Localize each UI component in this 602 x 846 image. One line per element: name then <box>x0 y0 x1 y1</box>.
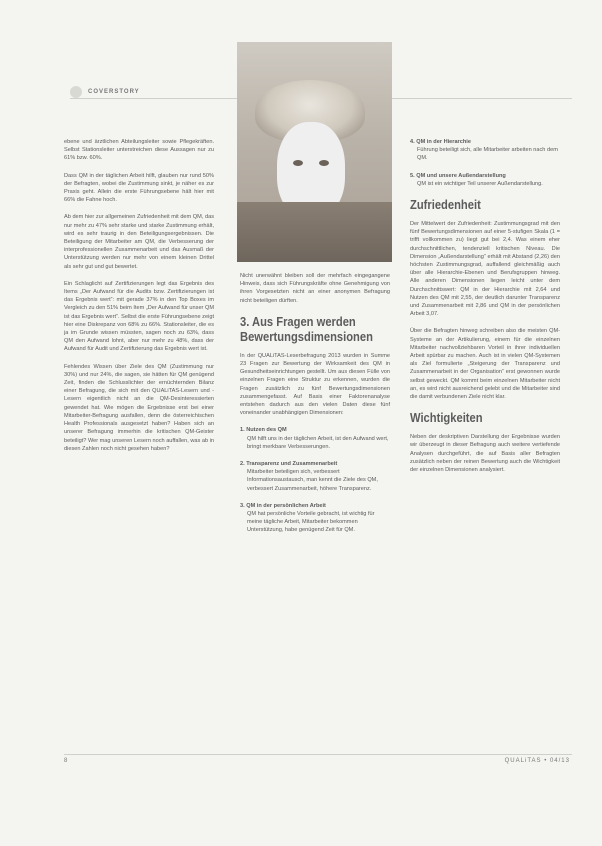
list-item <box>240 502 390 535</box>
list-item <box>240 460 390 493</box>
list-item-title: 5. QM und unsere Außendarstellung <box>410 172 506 179</box>
list-item-title: 3. QM in der persönlichen Arbeit <box>240 502 326 509</box>
paragraph: ebene und ärztlichen Abteilungsleiter sowie Pflegekräften. Selbst Stationsleiter unterstreichen diese Aussagen nur zu 61% bzw. 60%. <box>64 139 214 162</box>
paragraph: Ein Schlaglicht auf Zertifizierungen legt das Ergebnis des Items „Der Aufwand für die Audits bzw. Zertifizierungen ist das Ergebnis wert“: mit gerade 37% in den Top Boxes im Vergleich zu den 51% beim Item „Der Aufwand für unser QM ist das Ergebnis wert“. Selbst die erste Führungsebene zeigt hier eine Diskrepanz von 68% zu 66%. Stationsleiter, die es ja im Grunde wissen müssten, sagen noch zu 63%, dass QM den Aufwand lohnt, aber nur mehr zu 48%, dass der Aufwand für Audit und Zertifizierung das Ergebnis wert ist. <box>64 280 214 353</box>
page-number: 8 <box>64 758 68 764</box>
cover-photo <box>237 42 392 262</box>
publication-brand: QUALiTAS • 04/13 <box>504 758 570 764</box>
list-item-body: QM hat persönliche Vorteile gebracht, ist wichtig für meine tägliche Arbeit, Mitarbeiter bekommen Unterstützung, habe genügend Zeit für QM. <box>247 511 375 534</box>
shoulders-shape <box>237 202 392 262</box>
list-item-title: 1. Nutzen des QM <box>240 427 287 434</box>
paragraph: Neben der deskriptiven Darstellung der Ergebnisse wurden wir überzeugt in dieser Befragung auch weitere vertiefende Analysen durchgeführt, die auf Basis aller Befragten zusätzlich neben der reinen Bewertung auch die Wichtigkeit der einzelnen Dimensionen analysiert. <box>410 434 560 474</box>
paragraph: Über die Befragten hinweg schreiben also die meisten QM-Systeme an der Artikulierung, einem für die einzelnen Mitarbeiter nachvollziehbaren Vorteil in ihrer individuellen Arbeit spürbar zu machen. Auch ist in vielen QM-Systemen als Ziel formulierte „Steigerung der Transparenz und Zusammenarbeit in der Organisation“ erst gewonnen wurde selbst geweckt. QM kommt beim einzelnen Mitarbeiter nicht an, es wird nicht ausreichend gelebt und die Mitarbeiter sind die damit verbundenen Ziele nicht klar. <box>410 328 560 401</box>
paragraph: Der Mittelwert der Zufriedenheit: Zustimmungsgrad mit den fünf Bewertungsdimensionen auf einer 5-stufigen Skala (1 = trifft vollkommen zu) liegt gut bei 2,4. Was einem eher durchschnittlichen, tendenziell kritischen Niveau. Die Dimension „Außendarstellung“ erhält mit Abstand (2,26) den höchsten Zustimmungsgrad, auffallend gleichmäßig auch über alle Hierarchie-Ebenen und Berufsgruppen hinweg. Alle anderen Dimensionen liegen leicht unter dem Durchschnittswert: QM in der Hierarchie mit 2,64 und Nutzen des QM mit 2,55, der deutlich darunter Transparenz und Zusammenarbeit mit 2,86 und QM in der persönlichen Arbeit 3,07. <box>410 221 560 318</box>
section-label <box>70 86 140 98</box>
paragraph: Nicht unerwähnt bleiben soll der mehrfach eingegangene Hinweis, dass sich Führungskräfte ohne Genehmigung von ihren Vorgesetzten nicht an einer anonymen Befragung nicht beteiligen dürften. <box>240 273 390 304</box>
list-item-title: 4. QM in der Hierarchie <box>410 139 471 145</box>
list-item <box>240 426 390 451</box>
paragraph: In der QUALiTAS-Leserbefragung 2013 wurden in Summe 23 Fragen zur Bewertung der Wirksamkeit des QM in Gesundheitseinrichtungen gestellt. Um aus diesen Fülle von einzelnen Fragen eine Struktur zu erkennen, wurden die Fragen zusätzlich zu fünf Bewertungsdimensionen zusammengefasst. Auf Basis einer Faktorenanalyse entstehen dadurch aus den vielen Daten diese fünf voneinander unabhängigen Dimensionen: <box>240 352 390 417</box>
footer-rule <box>64 754 572 755</box>
list-item <box>410 138 560 163</box>
section-heading: Wichtigkeiten <box>410 410 483 426</box>
list-item-body: Mitarbeiter beteiligen sich, verbessert Informationsaustausch, man kennt die Ziele des QM, verbessert Zusammenarbeit, höhere Transparenz. <box>247 469 378 492</box>
section-label-text: COVERSTORY <box>88 89 140 95</box>
paragraph: Ab dem hier zur allgemeinen Zufriedenheit mit dem QM, das nur mehr zu 47% sehr starke und starke Zustimmung erhält, wird es sehr traurig in den Beteiligungsergebnissen. Die Beteiligung der Mitarbeiter am QM, die Verbesserung der interprofessionellen Zusammenarbeit und das Ausmaß der Unterstützung werden nur mehr von einem kleinen Drittel als sehr gut und gut bewertet. <box>64 214 214 270</box>
list-item-body: QM hilft uns in der täglichen Arbeit, ist den Aufwand wert, bringt merkbare Verbesserungen. <box>247 435 389 450</box>
section-heading: 3. Aus Fragen werden Bewertungsdimensionen <box>240 313 373 344</box>
text-column-2 <box>240 272 390 544</box>
list-item <box>410 172 560 188</box>
text-column-3 <box>410 138 560 483</box>
right-eye-shape <box>319 160 329 166</box>
text-column-1 <box>64 138 214 462</box>
list-item-body: QM ist ein wichtiger Teil unserer Außendarstellung. <box>417 180 543 187</box>
section-heading: Zufriedenheit <box>410 197 481 213</box>
left-eye-shape <box>293 160 303 166</box>
paragraph: Dass QM in der täglichen Arbeit hilft, glauben nur rund 50% der Befragten, wobei die Zustimmung sinkt, je näher es zur Praxis geht. Allein die erste Führungsebene hält hier mit 66% die Fahne hoch. <box>64 172 214 204</box>
list-item-title: 2. Transparenz und Zusammenarbeit <box>240 461 338 468</box>
section-dot-icon <box>70 86 82 98</box>
paragraph: Fehlendes Wissen über Ziele des QM (Zustimmung nur 30%) und nur 24%, die sagen, sie hätten für QM genügend Zeit, finden die Schlusslichter der ernüchternden Bilanz einer Befragung, die sich mit den QUALiTAS-Lesern und -Lesern eigentlich nicht an die QM-Desinteressierten gewendet hat. Wie mögen die Ergebnisse erst bei einer Mitarbeiter-Befragung ausfallen, denn die österreichischen Health Professionals ausgesetzt haben? Haben sich an unserer Befragung immerhin die kritischen QM-Geister beteiligt? Wer mag unseren Lesern noch auffallen, was ab in diesen Zahlen noch nicht gesehen haben? <box>64 363 214 452</box>
list-item-body: Führung beteiligt sich, alle Mitarbeiter arbeiten nach dem QM. <box>417 147 558 162</box>
